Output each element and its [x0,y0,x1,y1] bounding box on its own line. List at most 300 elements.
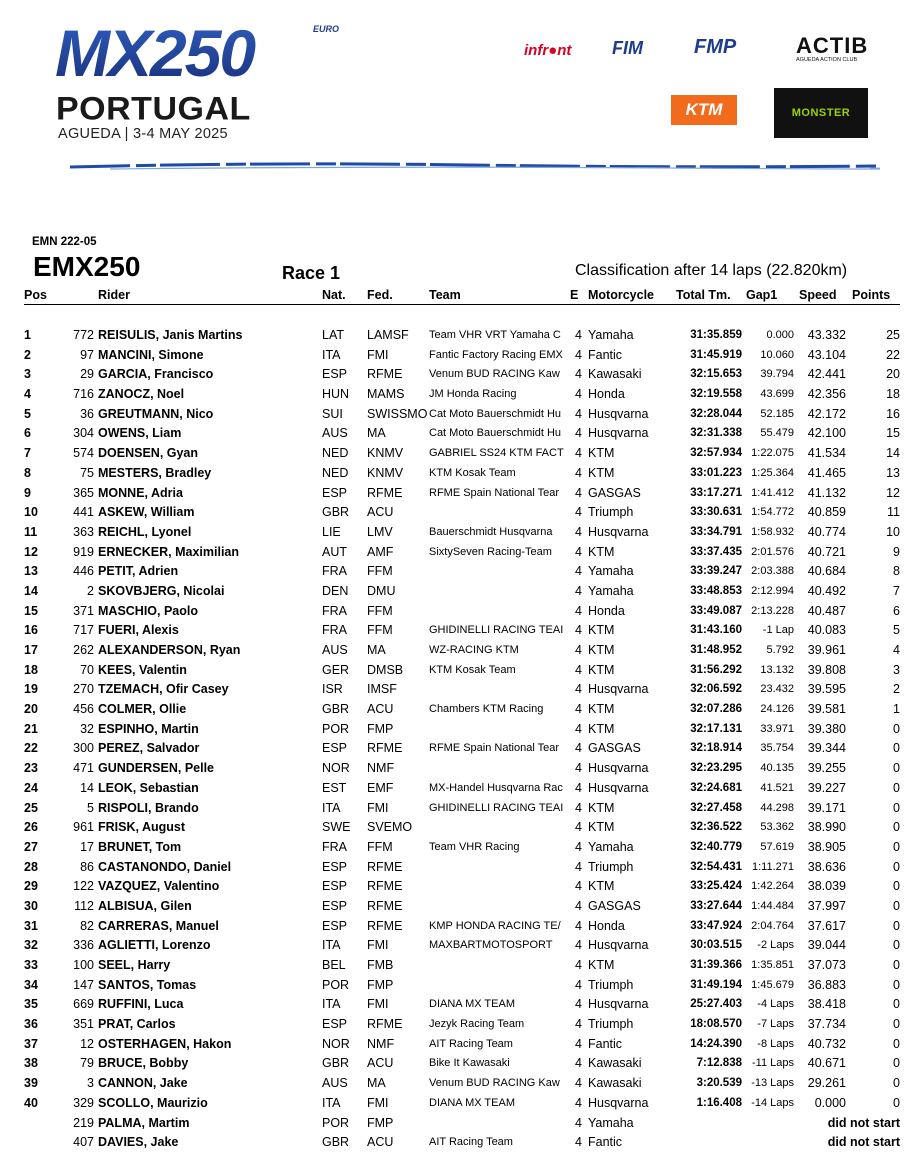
cell-federation: RFME [367,485,403,500]
cell-gap: -8 Laps [757,1037,794,1050]
cell-engine-laps: 4 [575,721,582,736]
cell-nationality: ITA [322,997,341,1012]
table-row [24,524,900,544]
cell-motorcycle: Triumph [588,977,634,992]
cell-rider-name: CANNON, Jake [98,1076,188,1091]
cell-rider-name: ALBISUA, Gilen [98,898,192,913]
cell-rider-name: GUNDERSEN, Pelle [98,761,215,776]
cell-motorcycle: Fantic [588,1135,623,1150]
cell-nationality: AUS [322,426,348,441]
table-row [24,740,900,760]
cell-points: 11 [887,505,900,520]
cell-motorcycle: Husqvarna [588,938,649,953]
cell-position: 16 [24,623,38,638]
table-row [24,1016,900,1036]
cell-points: 4 [893,643,900,657]
cell-motorcycle: KTM [588,820,615,835]
cell-engine-laps: 4 [575,1115,582,1130]
table-row [24,996,900,1016]
cell-total-time: 33:01.223 [690,466,742,479]
cell-rider-number: 100 [73,958,94,972]
cell-speed: 39.344 [807,741,846,756]
cell-engine-laps: 4 [575,859,582,874]
cell-gap: 1:25.364 [751,466,794,479]
cell-gap: 1:22.075 [751,447,794,460]
table-row [24,386,900,406]
cell-rider-number: 17 [80,839,94,854]
cell-nationality: NOR [322,761,350,776]
cell-nationality: EST [322,780,347,795]
cell-rider-name: DOENSEN, Gyan [98,446,199,461]
cell-nationality: AUS [322,643,348,657]
cell-position: 26 [24,820,38,835]
cell-gap: 1:35.851 [751,959,794,971]
cell-rider-name: GREUTMANN, Nico [98,406,214,421]
cell-federation: AMF [367,544,394,559]
cell-nationality: ESP [322,879,348,894]
cell-nationality: GBR [322,1135,350,1150]
cell-team-name: Team VHR VRT Yamaha C [429,329,561,341]
table-row [24,1075,900,1095]
table-row [24,583,900,603]
cell-rider-name: PETIT, Adrien [98,564,179,579]
cell-motorcycle: Honda [588,603,625,618]
cell-rider-name: SKOVBJERG, Nicolai [98,583,225,598]
cell-gap: 2:12.994 [751,584,794,597]
cell-total-time: 31:43.160 [690,624,742,637]
cell-total-time: 32:54.431 [690,860,742,873]
cell-motorcycle: KTM [588,702,615,717]
cell-rider-number: 446 [73,564,94,579]
cell-position: 29 [24,879,38,894]
table-row [24,603,900,623]
cell-rider-number: 407 [73,1135,94,1150]
cell-nationality: ITA [322,938,341,953]
cell-speed: 37.997 [807,898,846,913]
cell-nationality: NOR [322,1036,350,1051]
cell-speed: 39.380 [807,721,846,736]
cell-rider-name: TZEMACH, Ofir Casey [98,682,229,697]
cell-team-name: Bauerschmidt Husqvarna [429,525,553,538]
cell-gap: -13 Laps [751,1077,794,1090]
cell-position: 27 [24,839,38,854]
cell-team-name: KMP HONDA RACING TE/ [429,919,561,932]
cell-gap: 55.479 [760,427,794,440]
cell-federation: FFM [367,603,393,618]
cell-nationality: GBR [322,702,350,717]
cell-engine-laps: 4 [575,328,582,342]
cell-speed: 42.356 [807,387,846,402]
cell-position: 38 [24,1056,38,1071]
cell-speed: 38.418 [807,997,846,1012]
cell-rider-number: 772 [73,328,94,342]
cell-points: 0 [893,721,900,736]
cell-rider-name: PALMA, Martim [98,1115,190,1130]
table-row [24,485,900,505]
cell-federation: RFME [367,898,403,913]
cell-points: 0 [893,938,900,953]
cell-rider-name: FUERI, Alexis [98,623,179,638]
table-row [24,780,900,800]
cell-engine-laps: 4 [575,485,582,500]
table-row [24,878,900,898]
cell-total-time: 33:30.631 [690,506,742,519]
cell-speed: 39.255 [807,761,846,776]
cell-nationality: BEL [322,958,346,972]
cell-position: 6 [24,426,31,441]
cell-rider-name: SEEL, Harry [98,958,171,972]
cell-gap: 2:04.764 [751,919,794,932]
cell-rider-number: 86 [80,859,94,874]
cell-points: 13 [886,465,900,480]
cell-motorcycle: Yamaha [588,328,634,342]
cell-total-time: 32:07.286 [690,703,742,716]
cell-motorcycle: Husqvarna [588,406,649,421]
cell-motorcycle: Kawasaki [588,1056,642,1071]
cell-team-name: KTM Kosak Team [429,663,516,676]
cell-rider-name: RUFFINI, Luca [98,997,184,1012]
cell-total-time: 1:16.408 [696,1096,742,1109]
cell-nationality: AUT [322,544,347,559]
cell-rider-name: AGLIETTI, Lorenzo [98,938,211,953]
cell-rider-number: 351 [73,1017,94,1032]
cell-nationality: NED [322,446,349,461]
cell-engine-laps: 4 [575,898,582,913]
cell-rider-number: 270 [73,682,94,697]
document-code: EMN 222-05 [32,236,97,248]
cell-engine-laps: 4 [575,800,582,815]
cell-gap: -11 Laps [752,1057,794,1070]
cell-speed: 43.332 [807,328,846,342]
table-row [24,465,900,485]
cell-motorcycle: Husqvarna [588,997,649,1012]
table-row [24,1095,900,1115]
classification-subtitle: Classification after 14 laps (22.820km) [575,262,848,279]
cell-engine-laps: 4 [575,505,582,520]
cell-status: did not start [827,1115,900,1130]
cell-federation: KNMV [367,446,404,461]
svg-text:MX250: MX250 [55,18,255,88]
cell-nationality: ESP [322,918,348,933]
cell-gap: 13.132 [760,663,794,676]
cell-rider-number: 2 [87,583,94,598]
cell-nationality: ESP [322,898,348,913]
cell-federation: ACU [367,505,394,520]
cell-gap: 1:54.772 [751,506,794,519]
cell-rider-number: 122 [73,879,94,894]
cell-rider-number: 97 [80,347,94,362]
cell-points: 0 [893,918,900,933]
cell-total-time: 31:48.952 [690,644,742,656]
cell-rider-name: OWENS, Liam [98,426,182,441]
cell-speed: 0.000 [814,1095,846,1110]
cell-federation: FFM [367,564,393,579]
cell-engine-laps: 4 [575,1135,582,1150]
cell-federation: SWISSMO [367,406,427,421]
cell-total-time: 31:35.859 [690,329,742,341]
cell-motorcycle: Honda [588,387,625,402]
cell-rider-name: REISULIS, Janis Martins [98,328,243,342]
cell-engine-laps: 4 [575,761,582,776]
cell-gap: 1:44.484 [751,899,794,912]
cell-position: 13 [24,564,38,579]
cell-motorcycle: KTM [588,879,615,894]
cell-federation: LAMSF [367,328,409,342]
col-e: E [570,288,579,302]
cell-federation: FMI [367,800,389,815]
cell-speed: 39.171 [807,800,846,815]
cell-rider-number: 336 [73,938,94,953]
cell-position: 7 [24,446,31,461]
cell-nationality: ESP [322,1017,348,1032]
cell-position: 35 [24,997,38,1012]
cell-engine-laps: 4 [575,367,582,382]
col-total-time: Total Tm. [676,288,731,302]
cell-federation: RFME [367,367,403,382]
cell-gap: 53.362 [760,821,794,834]
table-row [24,898,900,918]
table-row [24,977,900,997]
cell-points: 0 [893,1076,900,1091]
cell-federation: FMI [367,347,389,362]
cell-team-name: MX-Handel Husqvarna Rac [429,781,563,794]
cell-rider-number: 32 [80,721,94,736]
cell-engine-laps: 4 [575,347,582,362]
cell-team-name: GABRIEL SS24 KTM FACT [429,447,564,460]
cell-nationality: ITA [322,347,341,362]
cell-motorcycle: Kawasaki [588,367,642,382]
cell-points: 12 [886,485,900,500]
cell-rider-name: LEOK, Sebastian [98,780,199,795]
cell-position: 40 [24,1095,38,1110]
table-row [24,327,900,347]
cell-rider-number: 329 [73,1095,94,1110]
cell-total-time: 32:18.914 [690,742,742,755]
cell-nationality: POR [322,1115,350,1130]
cell-total-time: 33:47.924 [690,919,742,932]
cell-gap: 1:11.271 [751,860,794,873]
cell-total-time: 14:24.390 [690,1037,742,1050]
cell-motorcycle: KTM [588,465,615,480]
cell-engine-laps: 4 [575,406,582,421]
cell-rider-name: MESTERS, Bradley [98,465,212,480]
table-row [24,445,900,465]
cell-engine-laps: 4 [575,682,582,697]
cell-rider-name: OSTERHAGEN, Hakon [98,1036,232,1051]
cell-nationality: POR [322,721,350,736]
cell-motorcycle: GASGAS [588,898,641,913]
cell-motorcycle: GASGAS [588,485,641,500]
cell-speed: 39.808 [807,662,846,677]
cell-rider-name: ASKEW, William [98,505,195,520]
cell-nationality: ESP [322,367,348,382]
cell-motorcycle: KTM [588,662,615,677]
col-fed: Fed. [367,288,393,302]
cell-points: 0 [893,820,900,835]
cell-team-name: Chambers KTM Racing [429,703,544,716]
cell-rider-name: ERNECKER, Maximilian [98,544,240,559]
cell-total-time: 33:17.271 [690,486,742,499]
cell-points: 0 [893,859,900,874]
cell-speed: 40.684 [807,564,846,579]
cell-total-time: 32:15.653 [690,368,742,381]
cell-motorcycle: Honda [588,918,625,933]
cell-rider-name: BRUCE, Bobby [98,1056,189,1071]
cell-speed: 40.774 [807,524,846,539]
cell-federation: ACU [367,702,394,717]
cell-gap: 43.699 [760,388,794,401]
cell-position: 10 [24,505,38,520]
cell-nationality: HUN [322,387,350,402]
cell-motorcycle: Husqvarna [588,682,649,697]
cell-rider-number: 371 [73,603,94,618]
cell-position: 2 [24,347,31,362]
cell-position: 34 [24,977,38,992]
cell-total-time: 33:48.853 [690,584,742,597]
cell-position: 3 [24,367,31,382]
cell-position: 15 [24,603,38,618]
table-row [24,1036,900,1056]
cell-position: 4 [24,387,31,402]
euro-badge: EURO [313,24,340,34]
class-title: EMX250 [33,251,141,282]
cell-motorcycle: Triumph [588,505,634,520]
cell-nationality: NED [322,465,349,480]
cell-engine-laps: 4 [575,544,582,559]
cell-rider-name: VAZQUEZ, Valentino [98,879,220,894]
cell-federation: FMP [367,977,394,992]
cell-federation: EMF [367,780,394,795]
cell-engine-laps: 4 [575,839,582,854]
cell-points: 14 [886,446,900,461]
cell-federation: MAMS [367,387,405,402]
decorative-swoosh [70,158,880,179]
cell-gap: 5.792 [766,644,794,656]
cell-rider-name: CARRERAS, Manuel [98,918,219,933]
cell-position: 21 [24,721,38,736]
cell-total-time: 32:06.592 [690,683,742,696]
cell-federation: FMI [367,1095,389,1110]
cell-rider-number: 716 [73,387,94,402]
cell-motorcycle: Husqvarna [588,780,649,795]
cell-position: 23 [24,761,38,776]
cell-position: 37 [24,1036,38,1051]
cell-position: 9 [24,485,31,500]
table-row-dns [24,1115,900,1135]
cell-position: 18 [24,662,38,677]
cell-rider-number: 75 [80,465,94,480]
cell-speed: 37.734 [807,1017,846,1032]
cell-engine-laps: 4 [575,780,582,795]
cell-nationality: ISR [322,682,343,697]
cell-nationality: GBR [322,505,350,520]
event-venue-date: AGUEDA | 3-4 MAY 2025 [58,126,228,142]
cell-rider-number: 574 [73,446,94,461]
cell-gap: 44.298 [760,801,794,814]
cell-points: 5 [893,623,900,638]
table-row [24,957,900,977]
cell-team-name: Bike It Kawasaki [429,1057,510,1070]
cell-nationality: FRA [322,603,347,618]
cell-motorcycle: KTM [588,800,615,815]
cell-engine-laps: 4 [575,1095,582,1110]
cell-motorcycle: Husqvarna [588,426,649,441]
table-row [24,918,900,938]
cell-points: 0 [893,1056,900,1071]
cell-position: 22 [24,741,38,756]
cell-engine-laps: 4 [575,918,582,933]
cell-total-time: 32:28.044 [690,407,742,420]
cell-speed: 40.859 [807,505,846,520]
table-row [24,544,900,564]
cell-position: 8 [24,465,31,480]
cell-motorcycle: KTM [588,623,615,638]
table-row [24,839,900,859]
cell-gap: 41.521 [760,781,794,794]
table-row [24,721,900,741]
cell-rider-name: SANTOS, Tomas [98,977,197,992]
col-points: Points [852,288,891,302]
cell-motorcycle: Kawasaki [588,1076,642,1091]
cell-rider-number: 70 [80,662,94,677]
cell-rider-name: COLMER, Ollie [98,702,187,717]
cell-points: 0 [893,780,900,795]
table-row [24,819,900,839]
cell-gap: 1:58.932 [751,525,794,538]
cell-position: 19 [24,682,38,697]
cell-nationality: ESP [322,741,348,756]
fim-logo: FIM [612,38,643,58]
cell-motorcycle: Husqvarna [588,761,649,776]
cell-gap: 1:42.264 [751,880,794,893]
cell-rider-name: ZANOCZ, Noel [98,387,185,402]
cell-total-time: 33:39.247 [690,565,742,578]
cell-rider-name: DAVIES, Jake [98,1135,179,1150]
cell-total-time: 3:20.539 [696,1077,742,1090]
cell-total-time: 32:19.558 [690,388,742,401]
cell-position: 30 [24,898,38,913]
cell-nationality: SUI [322,406,343,421]
cell-gap: -4 Laps [757,998,794,1011]
cell-speed: 39.581 [807,702,846,717]
table-row [24,642,900,662]
cell-team-name: Fantic Factory Racing EMX [429,348,563,361]
cell-engine-laps: 4 [575,1036,582,1051]
cell-rider-number: 82 [80,918,94,933]
cell-federation: FMP [367,1115,394,1130]
cell-points: 8 [893,564,900,579]
cell-nationality: AUS [322,1076,348,1091]
cell-engine-laps: 4 [575,446,582,461]
cell-position: 1 [24,328,31,342]
cell-total-time: 31:45.919 [690,348,742,361]
col-gap: Gap1 [746,288,778,302]
cell-engine-laps: 4 [575,643,582,657]
cell-gap: 39.794 [760,368,794,381]
cell-engine-laps: 4 [575,997,582,1012]
cell-team-name: JM Honda Racing [429,388,517,401]
cell-total-time: 33:25.424 [690,880,742,893]
cell-nationality: DEN [322,583,349,598]
cell-total-time: 32:36.522 [690,821,742,834]
col-motorcycle: Motorcycle [588,288,654,302]
cell-federation: ACU [367,1135,394,1150]
cell-engine-laps: 4 [575,426,582,441]
cell-motorcycle: Yamaha [588,564,634,579]
cell-rider-number: 112 [74,898,94,913]
cell-team-name: Jezyk Racing Team [429,1018,525,1031]
cell-position: 39 [24,1076,38,1091]
